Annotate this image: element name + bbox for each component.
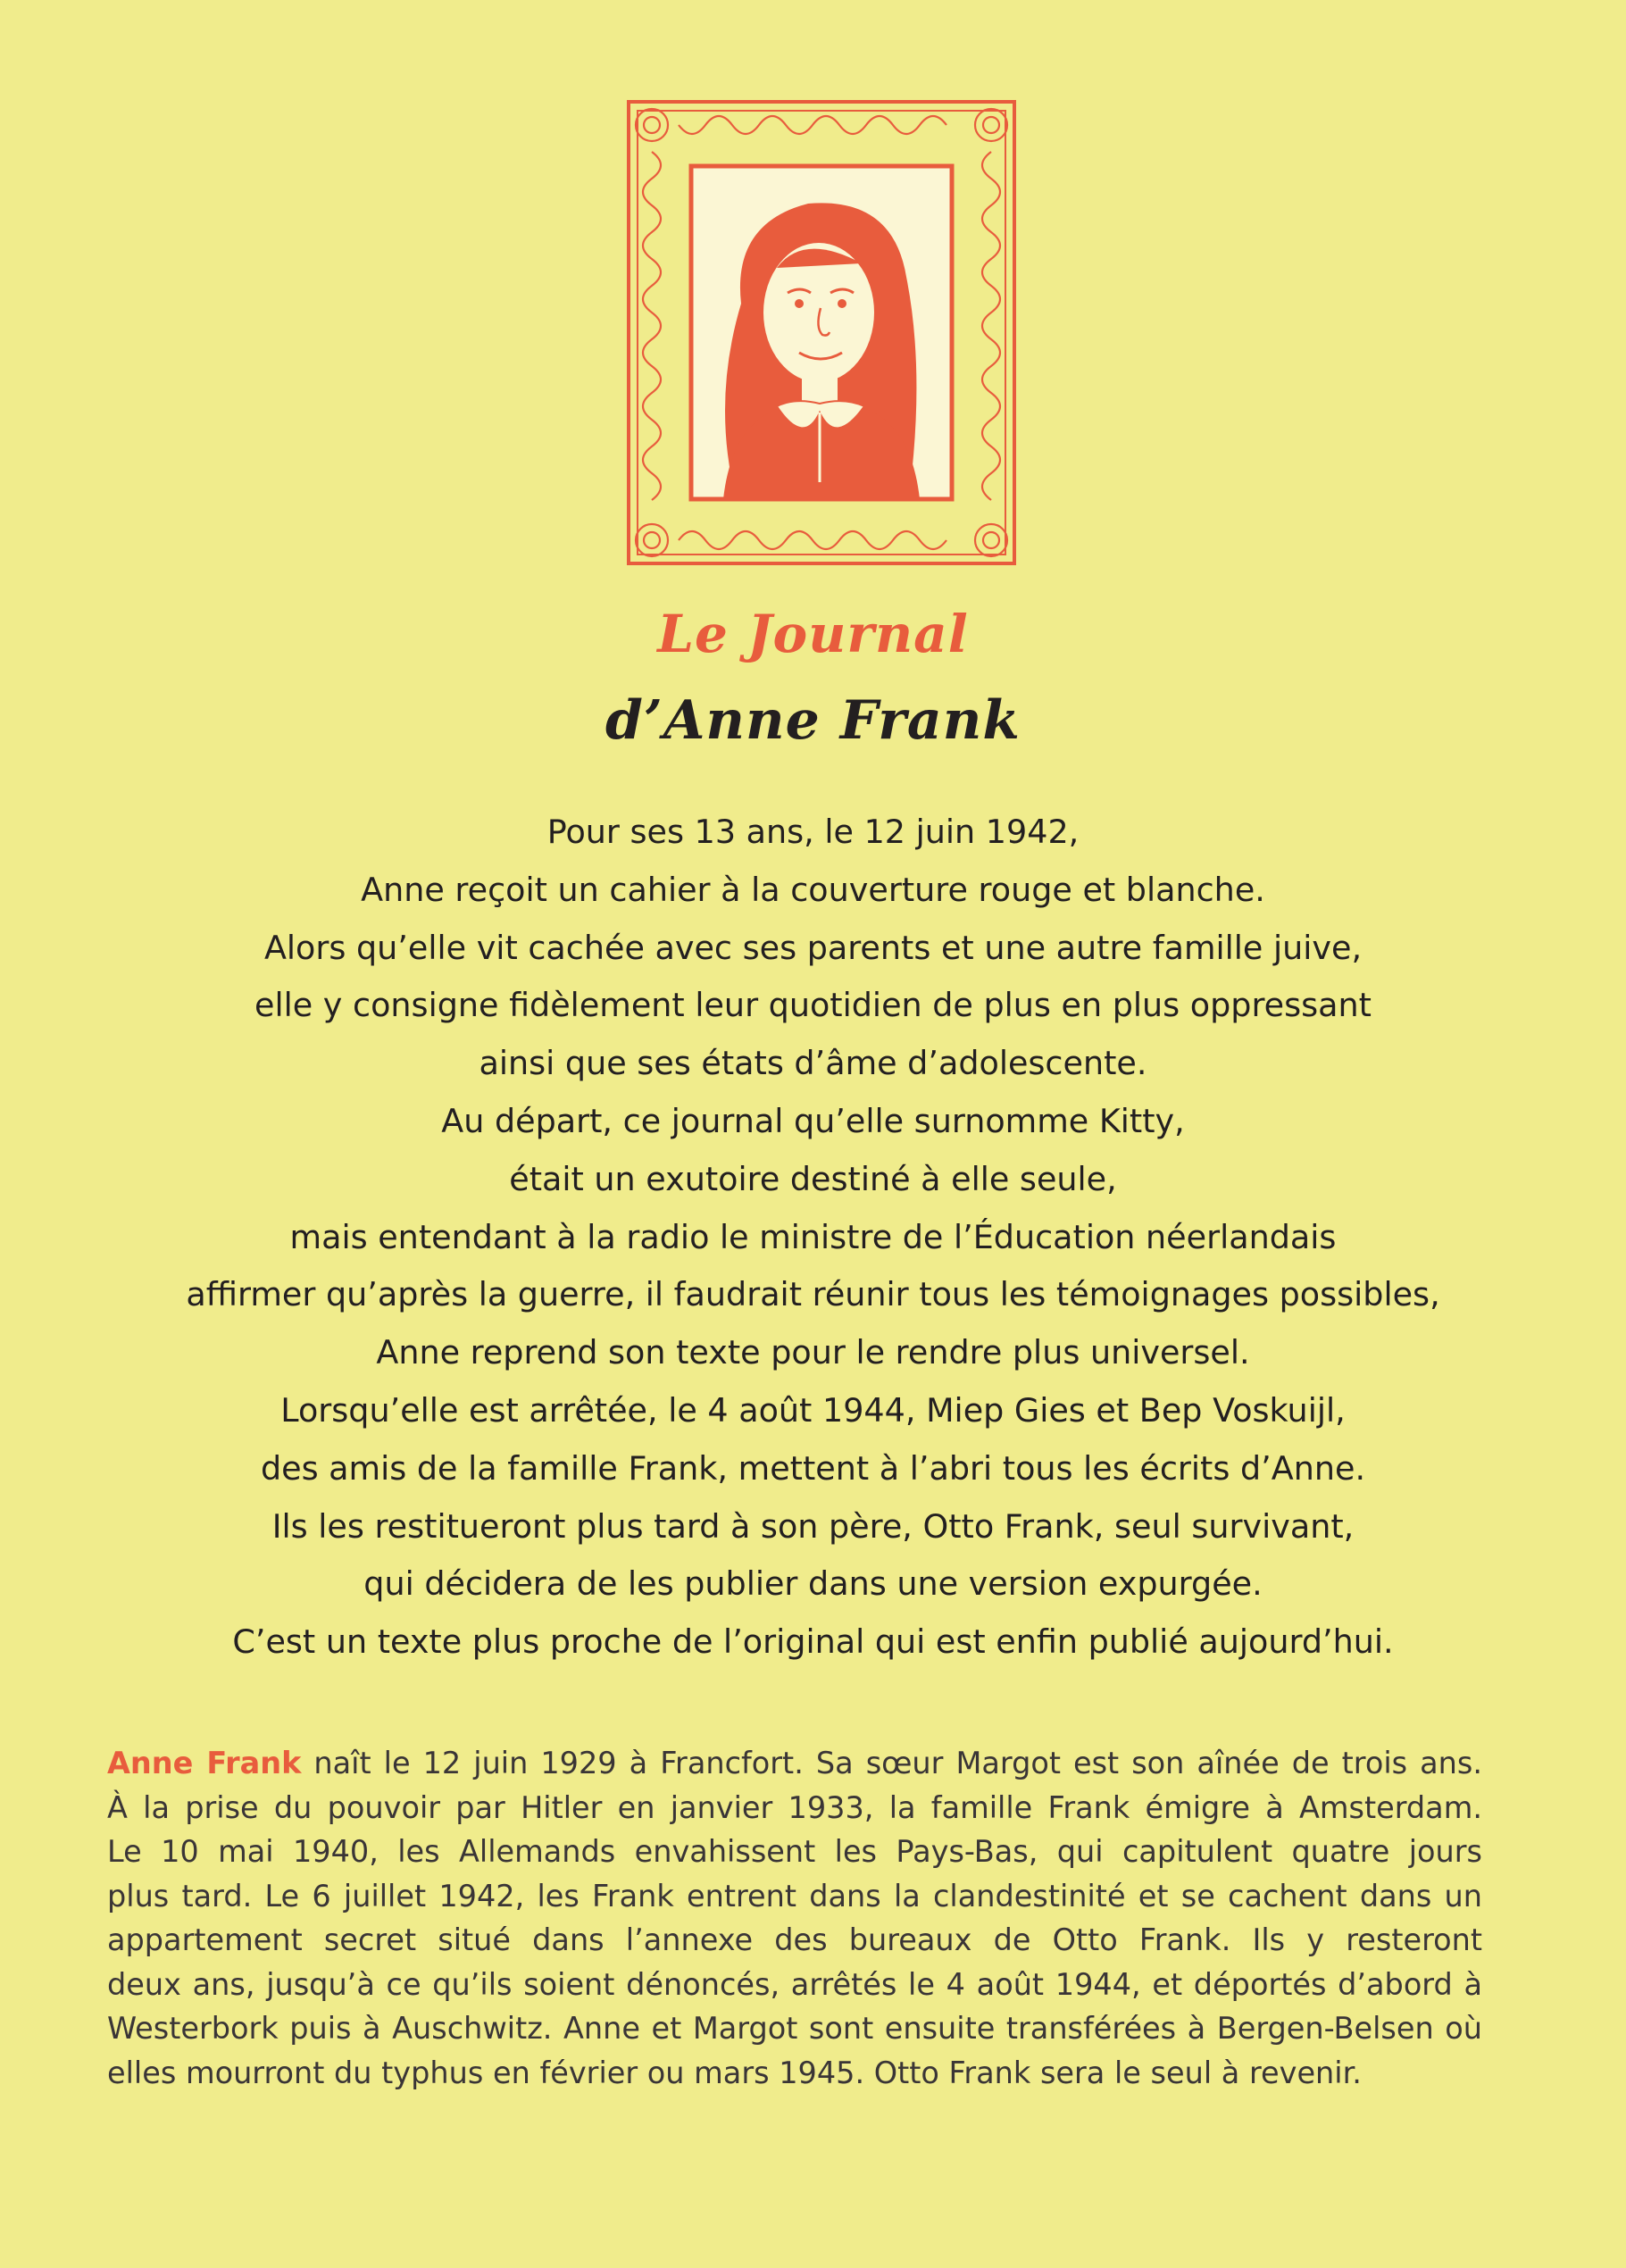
summary-line: Anne reprend son texte pour le rendre plus universel. (376, 1333, 1250, 1372)
summary-line: Ils les restitueront plus tard à son père, Otto Frank, seul survivant, (271, 1506, 1355, 1546)
summary-line: mais entendant à la radio le ministre de l’Éducation néerlandais (289, 1217, 1337, 1256)
bio-line: Le 10 mai 1940, les Allemands envahissent les Pays-Bas, qui capitulent quatre jours (107, 1834, 1482, 1869)
book-title-line-1: Le Journal (657, 604, 969, 664)
summary-line: qui décidera de les publier dans une version expurgée. (363, 1564, 1263, 1604)
bio-line: appartement secret situé dans l’annexe des bureaux de Otto Frank. Ils y resteront (107, 1922, 1482, 1957)
bio-first-line-text: naît le 12 juin 1929 à Francfort. Sa sœur Margot est son aînée de trois ans. (301, 1746, 1482, 1780)
book-title-line-2: d’Anne Frank (605, 689, 1021, 752)
summary-line: était un exutoire destiné à elle seule, (509, 1159, 1117, 1198)
bio-line: plus tard. Le 6 juillet 1942, les Frank entrent dans la clandestinité et se cachent dans un (107, 1878, 1482, 1914)
bio-line: À la prise du pouvoir par Hitler en janvier 1933, la famille Frank émigre à Amsterdam. (107, 1789, 1482, 1825)
summary-line: affirmer qu’après la guerre, il faudrait réunir tous les témoignages possibles, (186, 1275, 1440, 1314)
author-name: Anne Frank (107, 1746, 302, 1780)
summary-line: des amis de la famille Frank, mettent à l’abri tous les écrits d’Anne. (260, 1448, 1366, 1488)
summary-line: Alors qu’elle vit cachée avec ses parents et une autre famille juive, (263, 928, 1363, 967)
bio-line: deux ans, jusqu’à ce qu’ils soient dénoncés, arrêtés le 4 août 1944, et déportés d’abord à (107, 1966, 1482, 2002)
bio-line (107, 1741, 1482, 1786)
bio-line: elles mourront du typhus en février ou mars 1945. Otto Frank sera le seul à revenir. (107, 2055, 1362, 2090)
summary-line: Pour ses 13 ans, le 12 juin 1942, (546, 813, 1080, 851)
summary-line: ainsi que ses états d’âme d’adolescente. (479, 1044, 1147, 1083)
book-summary (98, 804, 1528, 1672)
summary-line: Anne reçoit un cahier à la couverture rouge et blanche. (361, 870, 1265, 909)
bio-line: Westerbork puis à Auschwitz. Anne et Margot sont ensuite transférées à Bergen-Belsen où (107, 2011, 1482, 2046)
summary-line: Lorsqu’elle est arrêtée, le 4 août 1944, Miep Gies et Bep Voskuijl, (280, 1390, 1346, 1430)
summary-line: C’est un texte plus proche de l’original qui est enfin publié aujourd’hui. (232, 1622, 1394, 1662)
summary-line: Au départ, ce journal qu’elle surnomme Kitty, (441, 1101, 1185, 1140)
anne-frank-portrait-icon (625, 98, 1018, 567)
author-biography (107, 1741, 1482, 2095)
summary-line: elle y consigne fidèlement leur quotidien de plus en plus oppressant (254, 986, 1372, 1025)
